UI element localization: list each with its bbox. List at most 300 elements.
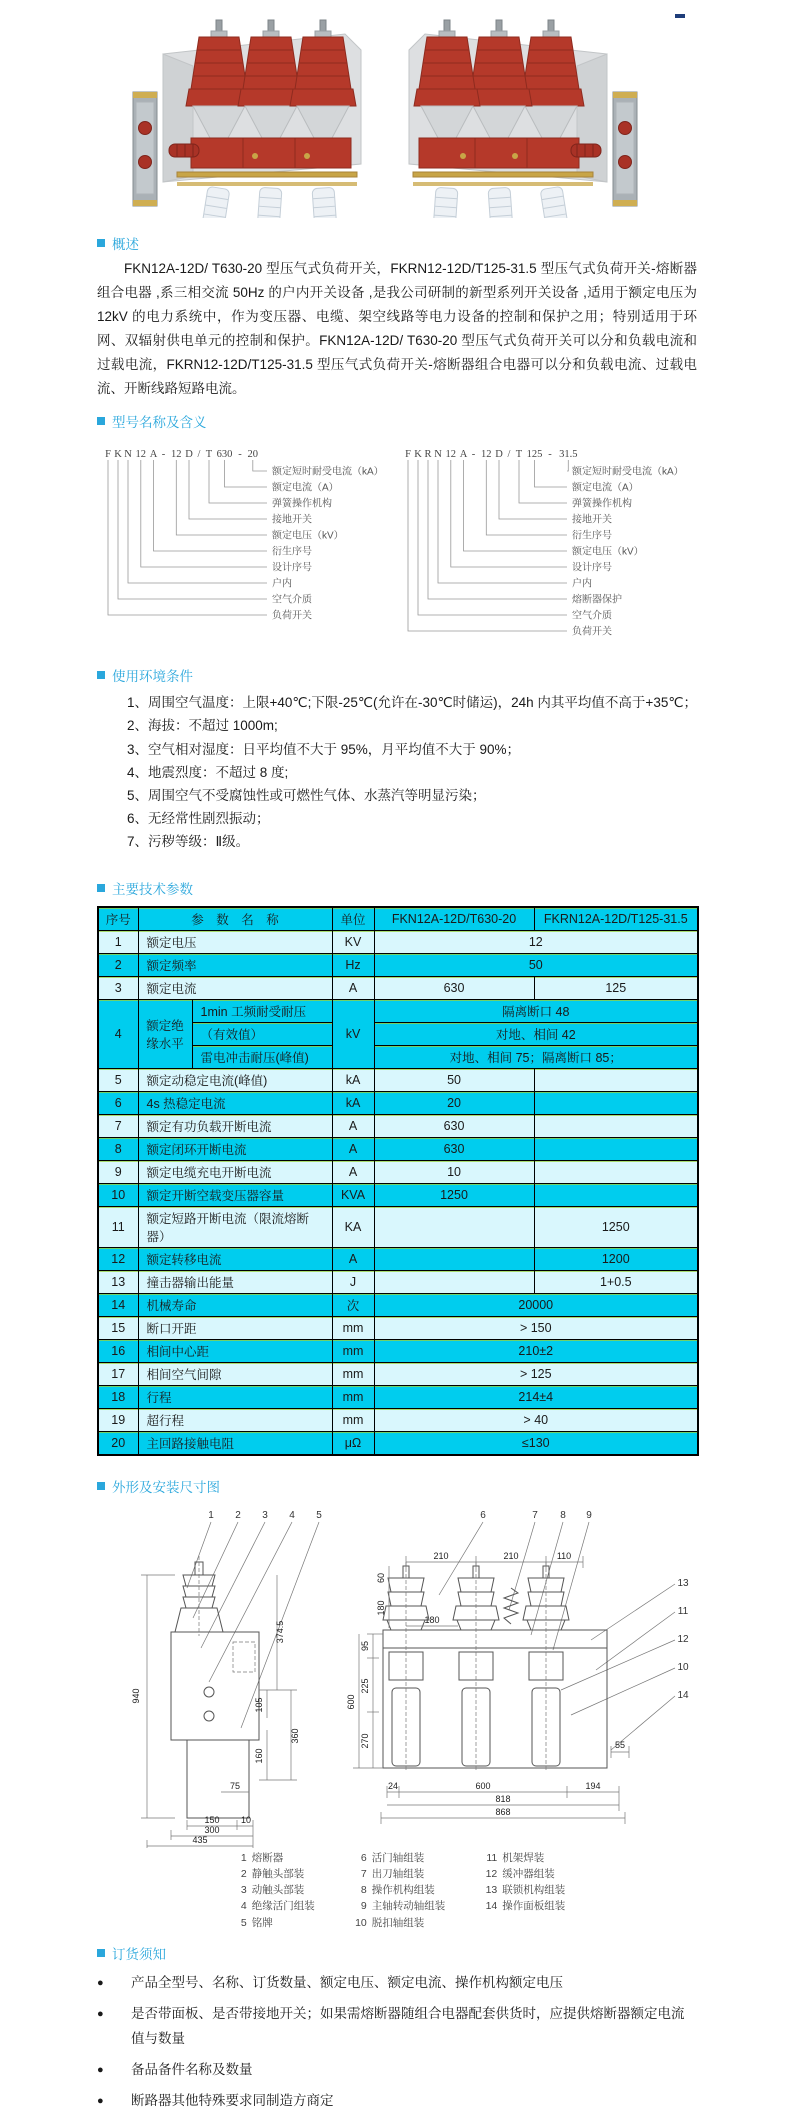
unit-cell: μΩ	[332, 1431, 374, 1455]
legend-item-label: 绝缘活门组装	[251, 1900, 315, 1913]
legend-item	[349, 1898, 446, 1914]
value-cell: 12	[374, 930, 698, 953]
header-no: 序号	[98, 907, 138, 931]
legend-item-no: 12	[485, 1867, 498, 1880]
no-cell: 1	[98, 930, 138, 953]
header-unit: 单位	[332, 907, 374, 931]
value-cell: 20000	[374, 1293, 698, 1316]
value-cell: > 150	[374, 1316, 698, 1339]
param-row	[98, 1247, 698, 1270]
env-condition-item: 7、污秽等级：Ⅱ级。	[127, 834, 250, 850]
value-cell: 10	[374, 1160, 534, 1183]
legend-item	[479, 1898, 565, 1914]
model-label: 额定短时耐受电流（kA）	[272, 466, 384, 478]
model-code-char: 12	[171, 449, 182, 461]
unit-cell: mm	[332, 1316, 374, 1339]
model-leader-line	[189, 460, 267, 519]
svg-text:5: 5	[316, 1509, 322, 1521]
name-cell: 撞击器输出能量	[138, 1270, 332, 1293]
no-cell: 12	[98, 1247, 138, 1270]
legend-item	[479, 1850, 565, 1866]
model-code-char: -	[548, 449, 552, 461]
no-cell: 4	[98, 999, 138, 1068]
legend-column	[349, 1850, 446, 1931]
value-cell: 20	[374, 1091, 534, 1114]
section-header-model	[97, 411, 697, 431]
unit-cell: KVA	[332, 1183, 374, 1206]
param-row	[98, 1183, 698, 1206]
bullet-icon: ●	[97, 2063, 104, 2076]
legend-item-no: 2	[240, 1867, 247, 1880]
param-row	[98, 1339, 698, 1362]
bullet-icon: ●	[97, 1976, 104, 1989]
model-code-char: D	[495, 449, 503, 461]
legend-item-label: 静触头部装	[251, 1867, 305, 1880]
section-bullet-icon	[97, 1949, 105, 1957]
overview-paragraph: FKN12A-12D/ T630-20 型压气式负荷开关，FKRN12-12D/T125-31.5 型压气式负荷开关-熔断器组合电器 ,系三相交流 50Hz 的户内开关设备 ,是我公司研制的新型系列开关设备 ,适用于额定电压为 12kV 的电力系统中，作为变压器、电缆、架空线路等电力设备的控制和保护之用；特别适用于环网、双辐射供电单元的控制和保护。FKN12A-12D/ T630-20 型压气式负荷开关可以分和负载电流和过载电流，FKRN12-12D/T125-31.5 型压气式负荷开关-熔断器组合电器可以分和负载电流、过载电流、开断线路短路电流。	[97, 261, 697, 397]
model-diagram-fkrn	[397, 443, 697, 655]
bullet-icon: ●	[97, 2007, 104, 2020]
section-title: 概述	[112, 237, 139, 252]
model-code-char: 630	[216, 449, 233, 461]
legend-item	[349, 1915, 446, 1931]
model-code-char: -	[161, 449, 166, 461]
parameters-table	[97, 906, 699, 1456]
section-title: 外形及安装尺寸图	[112, 1479, 220, 1495]
value-cell	[534, 1068, 698, 1091]
param-row	[98, 1408, 698, 1431]
svg-text:14: 14	[677, 1689, 689, 1701]
svg-text:10: 10	[240, 1814, 252, 1825]
section-header-dimensions	[97, 1476, 697, 1496]
corner-mark	[675, 14, 685, 18]
value-cell: ≤130	[374, 1431, 698, 1455]
model-code-char: N	[434, 449, 442, 461]
param-row	[98, 930, 698, 953]
legend-column	[479, 1850, 565, 1931]
name-cell: 额定转移电流	[138, 1247, 332, 1270]
model-label: 设计序号	[572, 562, 612, 574]
model-code-char: F	[405, 449, 411, 461]
svg-text:60: 60	[376, 1572, 386, 1583]
legend-item	[349, 1866, 446, 1882]
param-row	[98, 1293, 698, 1316]
value-cell: 50	[374, 953, 698, 976]
model-code-char: N	[124, 449, 132, 461]
legend-item-label: 熔断器	[251, 1851, 284, 1864]
model-label: 衍生序号	[272, 546, 312, 558]
env-condition-item: 6、无经常性剧烈振动；	[127, 811, 270, 827]
env-condition-item: 3、空气相对湿度：日平均值不大于 95%，月平均值不大于 90%；	[127, 741, 521, 757]
value-cell	[374, 1206, 534, 1247]
model-label: 空气介质	[272, 594, 312, 606]
value-cell: 50	[374, 1068, 534, 1091]
legend-item-no: 10	[355, 1916, 367, 1929]
no-cell: 3	[98, 976, 138, 999]
section-bullet-icon	[97, 417, 105, 425]
legend-item	[349, 1850, 446, 1866]
svg-text:210: 210	[503, 1550, 519, 1561]
model-code-char: A	[149, 449, 158, 461]
value-cell	[374, 1247, 534, 1270]
svg-text:24: 24	[387, 1780, 399, 1791]
legend-item-label: 脱扣轴组装	[371, 1916, 425, 1929]
svg-text:270: 270	[360, 1733, 370, 1749]
unit-cell: mm	[332, 1362, 374, 1385]
legend-item-no: 3	[240, 1884, 247, 1897]
ordering-note-text: 是否带面板、是否带接地开关；如果需熔断器随组合电器配套供货时，应提供熔断器额定电流值与数量	[131, 2005, 685, 2046]
no-cell: 6	[98, 1091, 138, 1114]
param-row	[98, 1206, 698, 1247]
model-leader-line	[464, 460, 568, 551]
section-title: 订货须知	[112, 1946, 166, 1962]
svg-text:10: 10	[677, 1661, 689, 1673]
no-cell: 5	[98, 1068, 138, 1091]
legend-item-label: 操作机构组装	[371, 1884, 435, 1897]
legend-item-no: 7	[360, 1867, 367, 1880]
value-cell	[534, 1183, 698, 1206]
model-leader-line	[118, 460, 267, 599]
name-cell: 额定频率	[138, 953, 332, 976]
value-cell: 630	[374, 1137, 534, 1160]
svg-text:600: 600	[475, 1780, 491, 1791]
model-code-char: R	[424, 449, 432, 461]
legend-item-no: 4	[240, 1900, 247, 1913]
legend-item	[479, 1866, 565, 1882]
svg-text:150: 150	[204, 1814, 220, 1825]
value-cell	[374, 1270, 534, 1293]
dimension-drawing	[91, 1500, 703, 1848]
model-label: 额定电流（A）	[572, 482, 639, 494]
model-leader-line	[128, 460, 267, 583]
param-row	[98, 1114, 698, 1137]
header-model-a: FKN12A-12D/T630-20	[374, 907, 534, 931]
env-condition-item: 2、海拔：不超过 1000m;	[127, 718, 278, 734]
model-label: 额定电压（kV）	[572, 546, 644, 558]
no-cell: 19	[98, 1408, 138, 1431]
svg-text:105: 105	[254, 1697, 264, 1713]
model-diagram-fkn	[97, 443, 397, 639]
sub-param-cell: 1min 工频耐受耐压	[192, 999, 332, 1022]
value-cell: 对地、相间 75；隔离断口 85；	[374, 1045, 698, 1068]
bullet-icon: ●	[97, 2094, 104, 2107]
model-label: 额定电压（kV）	[272, 530, 344, 542]
name-cell: 额定开断空载变压器容量	[138, 1183, 332, 1206]
svg-text:360: 360	[290, 1728, 300, 1744]
model-leader-line	[253, 460, 267, 471]
section-title: 主要技术参数	[112, 881, 193, 897]
svg-text:4: 4	[289, 1509, 295, 1521]
unit-cell: mm	[332, 1385, 374, 1408]
product-photos	[127, 6, 667, 223]
model-code-char: 31.5	[559, 449, 578, 461]
model-leader-line	[209, 460, 267, 503]
ordering-note-item	[97, 2002, 697, 2052]
svg-text:818: 818	[495, 1793, 511, 1804]
name-cell: 额定短路开断电流（限流熔断器）	[138, 1206, 332, 1247]
svg-text:600: 600	[346, 1694, 356, 1710]
table-header-row	[98, 907, 698, 931]
model-label: 弹簧操作机构	[572, 498, 632, 510]
unit-cell: mm	[332, 1408, 374, 1431]
model-diagrams	[97, 443, 697, 655]
model-label: 额定短时耐受电流（kA）	[572, 466, 684, 478]
legend-item-no: 14	[485, 1900, 498, 1913]
svg-text:7: 7	[532, 1509, 538, 1521]
model-label: 弹簧操作机构	[272, 498, 332, 510]
svg-text:940: 940	[131, 1688, 141, 1704]
legend-item	[479, 1882, 565, 1898]
legend-item	[229, 1866, 315, 1882]
model-label: 负荷开关	[272, 610, 312, 622]
param-row	[98, 1068, 698, 1091]
value-cell: 125	[534, 976, 698, 999]
value-cell: 210±2	[374, 1339, 698, 1362]
ordering-note-item	[97, 1971, 697, 1996]
model-code-char: D	[185, 449, 193, 461]
ordering-notes-list	[97, 1971, 697, 2114]
param-row	[98, 1385, 698, 1408]
svg-text:75: 75	[229, 1780, 241, 1791]
value-cell: 1200	[534, 1247, 698, 1270]
svg-text:8: 8	[560, 1509, 566, 1521]
unit-cell: 次	[332, 1293, 374, 1316]
legend-item-label: 活门轴组装	[371, 1851, 425, 1864]
unit-cell: A	[332, 1114, 374, 1137]
param-row	[98, 1362, 698, 1385]
svg-text:180: 180	[424, 1614, 440, 1625]
legend-item-label: 联锁机构组装	[502, 1884, 566, 1897]
legend-item-label: 出刀轴组装	[371, 1867, 425, 1880]
model-label: 设计序号	[272, 562, 312, 574]
ordering-note-item	[97, 2058, 697, 2083]
unit-cell: Hz	[332, 953, 374, 976]
model-leader-line	[438, 460, 567, 583]
name-cell: 额定电流	[138, 976, 332, 999]
no-cell: 16	[98, 1339, 138, 1362]
svg-text:6: 6	[480, 1509, 486, 1521]
value-cell	[534, 1114, 698, 1137]
name-cell: 相间空气间隙	[138, 1362, 332, 1385]
unit-cell: mm	[332, 1339, 374, 1362]
svg-text:3: 3	[262, 1509, 268, 1521]
name-cell: 相间中心距	[138, 1339, 332, 1362]
no-cell: 13	[98, 1270, 138, 1293]
svg-text:11: 11	[677, 1605, 689, 1617]
model-label: 户内	[572, 578, 592, 590]
legend-item-label: 机架焊装	[502, 1851, 545, 1864]
model-code-char: T	[205, 449, 213, 461]
param-row	[98, 999, 698, 1022]
legend-item-no: 5	[240, 1916, 247, 1929]
name-cell: 额定有功负载开断电流	[138, 1114, 332, 1137]
value-cell: 214±4	[374, 1385, 698, 1408]
model-code-char: 12	[481, 449, 492, 461]
model-leader-line	[486, 460, 567, 535]
value-cell: > 40	[374, 1408, 698, 1431]
section-bullet-icon	[97, 1482, 105, 1490]
unit-cell: A	[332, 1137, 374, 1160]
no-cell: 10	[98, 1183, 138, 1206]
model-leader-line	[418, 460, 567, 615]
unit-cell: A	[332, 976, 374, 999]
svg-text:210: 210	[433, 1550, 449, 1561]
model-code-char: 20	[247, 449, 258, 461]
ordering-note-text: 断路器其他特殊要求同制造方商定	[131, 2092, 334, 2108]
env-condition-item: 1、周围空气温度：上限+40℃;下限-25℃(允许在-30℃时储运)，24h 内其平均值不高于+35℃；	[127, 695, 697, 711]
svg-text:13: 13	[677, 1577, 689, 1589]
legend-item	[229, 1898, 315, 1914]
model-leader-line	[154, 460, 268, 551]
legend-item-no: 6	[360, 1851, 367, 1864]
no-cell: 2	[98, 953, 138, 976]
legend-item-label: 操作面板组装	[502, 1900, 566, 1913]
svg-text:868: 868	[495, 1806, 511, 1817]
model-label: 负荷开关	[572, 626, 612, 638]
legend-item-label: 缓冲器组装	[502, 1867, 555, 1880]
model-label: 空气介质	[572, 610, 612, 622]
value-cell	[534, 1091, 698, 1114]
value-cell: 1250	[374, 1183, 534, 1206]
value-cell: 隔离断口 48	[374, 999, 698, 1022]
svg-text:374.5: 374.5	[275, 1620, 285, 1643]
param-row	[98, 1091, 698, 1114]
name-cell: 机械寿命	[138, 1293, 332, 1316]
legend-item-label: 铭牌	[251, 1916, 273, 1929]
value-cell: > 125	[374, 1362, 698, 1385]
model-code-char: F	[105, 449, 111, 461]
param-row	[98, 1160, 698, 1183]
section-header-overview	[97, 233, 697, 253]
name-cell: 额定电压	[138, 930, 332, 953]
name-cell: 额定电缆充电开断电流	[138, 1160, 332, 1183]
model-label: 户内	[272, 578, 292, 590]
param-row	[98, 953, 698, 976]
model-label: 额定电流（A）	[272, 482, 339, 494]
value-cell: 1+0.5	[534, 1270, 698, 1293]
name-cell: 4s 热稳定电流	[138, 1091, 332, 1114]
section-header-ordering	[97, 1943, 697, 1963]
section-title: 使用环境条件	[112, 669, 193, 685]
header-name: 参 数 名 称	[138, 907, 332, 931]
svg-text:110: 110	[556, 1550, 572, 1561]
value-cell	[534, 1160, 698, 1183]
unit-cell: kV	[332, 999, 374, 1068]
name-cell: 额定绝缘水平	[138, 999, 192, 1068]
svg-text:180: 180	[376, 1600, 386, 1616]
unit-cell: kA	[332, 1068, 374, 1091]
model-code-char: A	[459, 449, 468, 461]
ordering-note-text: 备品备件名称及数量	[131, 2061, 253, 2077]
svg-text:12: 12	[677, 1633, 689, 1645]
model-label: 接地开关	[272, 514, 312, 526]
section-bullet-icon	[97, 884, 105, 892]
model-code-char: -	[471, 449, 476, 461]
value-cell: 630	[374, 976, 534, 999]
section-header-environment	[97, 665, 697, 685]
model-leader-line	[428, 460, 567, 599]
name-cell: 断口开距	[138, 1316, 332, 1339]
value-cell: 1250	[534, 1206, 698, 1247]
model-leader-line	[519, 460, 567, 503]
legend-item-no: 8	[360, 1884, 367, 1897]
legend-item-no: 13	[485, 1884, 498, 1897]
env-condition-item: 5、周围空气不受腐蚀性或可燃性气体、水蒸汽等明显污染；	[127, 787, 486, 803]
model-leader-line	[499, 460, 567, 519]
value-cell	[534, 1137, 698, 1160]
name-cell: 行程	[138, 1385, 332, 1408]
no-cell: 14	[98, 1293, 138, 1316]
unit-cell: J	[332, 1270, 374, 1293]
legend-column	[229, 1850, 315, 1931]
no-cell: 8	[98, 1137, 138, 1160]
section-title: 型号名称及含义	[112, 415, 207, 431]
no-cell: 20	[98, 1431, 138, 1455]
svg-text:194: 194	[585, 1780, 601, 1791]
value-cell: 630	[374, 1114, 534, 1137]
no-cell: 18	[98, 1385, 138, 1408]
model-code-char: -	[238, 449, 242, 461]
model-label: 接地开关	[572, 514, 612, 526]
model-code-char: 12	[135, 449, 146, 461]
legend-item-no: 11	[486, 1851, 498, 1864]
no-cell: 9	[98, 1160, 138, 1183]
legend-item	[229, 1882, 315, 1898]
param-row	[98, 1137, 698, 1160]
model-leader-line	[535, 460, 568, 487]
legend-item	[229, 1850, 315, 1866]
model-leader-line	[108, 460, 267, 615]
no-cell: 17	[98, 1362, 138, 1385]
parts-legend	[97, 1850, 697, 1931]
model-code-char: K	[414, 449, 422, 461]
value-cell: 对地、相间 42	[374, 1022, 698, 1045]
ordering-note-text: 产品全型号、名称、订货数量、额定电压、额定电流、操作机构额定电压	[131, 1974, 563, 1990]
param-row	[98, 1316, 698, 1339]
sub-param-cell: 雷电冲击耐压(峰值)	[192, 1045, 332, 1068]
unit-cell: kA	[332, 1091, 374, 1114]
legend-item-label: 主轴转动轴组装	[371, 1900, 446, 1913]
section-bullet-icon	[97, 239, 105, 247]
model-leader-line	[567, 460, 568, 471]
name-cell: 额定动稳定电流(峰值)	[138, 1068, 332, 1091]
svg-text:160: 160	[254, 1748, 264, 1764]
legend-item	[229, 1915, 315, 1931]
legend-item-no: 1	[240, 1851, 247, 1864]
sub-param-cell: （有效值）	[192, 1022, 332, 1045]
legend-item-label: 动触头部装	[251, 1884, 305, 1897]
no-cell: 11	[98, 1206, 138, 1247]
model-leader-line	[225, 460, 268, 487]
environment-conditions-list	[127, 691, 697, 854]
name-cell: 额定闭环开断电流	[138, 1137, 332, 1160]
param-row	[98, 1270, 698, 1293]
model-label: 衍生序号	[572, 530, 612, 542]
unit-cell: A	[332, 1247, 374, 1270]
param-row	[98, 1431, 698, 1455]
model-code-char: T	[515, 449, 523, 461]
unit-cell: A	[332, 1160, 374, 1183]
svg-text:1: 1	[208, 1509, 214, 1521]
svg-text:55: 55	[614, 1739, 626, 1750]
model-label: 熔断器保护	[572, 594, 622, 606]
param-row	[98, 976, 698, 999]
svg-text:300: 300	[204, 1824, 220, 1835]
env-condition-item: 4、地震烈度：不超过 8 度;	[127, 764, 289, 780]
ordering-note-item	[97, 2089, 697, 2114]
model-leader-line	[408, 460, 567, 631]
svg-text:9: 9	[586, 1509, 592, 1521]
